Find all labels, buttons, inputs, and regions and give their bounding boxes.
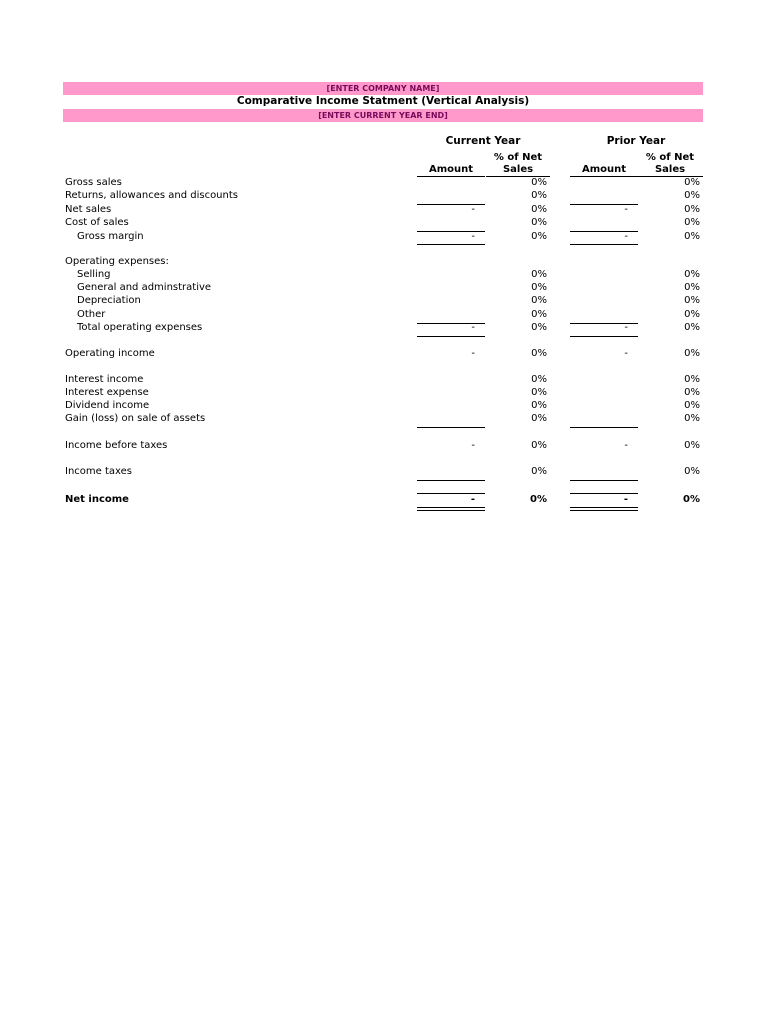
row-label: Cost of sales: [65, 217, 129, 228]
row-label: Selling: [77, 269, 111, 280]
total-rule: [570, 336, 638, 337]
subtotal-rule: [570, 204, 638, 205]
prior-pct-cell[interactable]: 0%: [684, 231, 700, 242]
row-label: Operating expenses:: [65, 256, 169, 267]
subtotal-rule: [570, 231, 638, 232]
statement-row: [0, 439, 768, 452]
prior-pct-cell[interactable]: 0%: [684, 374, 700, 385]
prior-year-header: Prior Year: [606, 135, 666, 147]
current-pct-cell[interactable]: 0%: [531, 440, 547, 451]
company-name-banner[interactable]: [ENTER COMPANY NAME]: [63, 82, 703, 95]
prior-amount-cell[interactable]: -: [624, 440, 628, 451]
prior-pct-cell[interactable]: 0%: [684, 322, 700, 333]
statement-row: [0, 216, 768, 229]
row-label: Other: [77, 309, 106, 320]
current-amount-cell[interactable]: -: [470, 494, 475, 505]
subtotal-rule: [417, 231, 485, 232]
current-pct-cell[interactable]: 0%: [530, 494, 547, 505]
total-rule: [417, 244, 485, 245]
current-amount-cell[interactable]: -: [471, 322, 475, 333]
row-label: Gross sales: [65, 177, 122, 188]
prior-pct-cell[interactable]: 0%: [684, 440, 700, 451]
row-label: Returns, allowances and discounts: [65, 190, 238, 201]
subtotal-rule: [417, 493, 485, 494]
row-label: Gain (loss) on sale of assets: [65, 413, 206, 424]
current-pct-cell[interactable]: 0%: [531, 177, 547, 188]
statement-row: [0, 347, 768, 360]
statement-row: [0, 493, 768, 506]
prior-pct-header-line1: % of Net: [645, 152, 695, 163]
prior-pct-cell[interactable]: 0%: [684, 348, 700, 359]
subtotal-rule: [570, 427, 638, 428]
subtotal-rule: [417, 480, 485, 481]
current-pct-header-line2: Sales: [502, 164, 534, 175]
prior-pct-cell[interactable]: 0%: [684, 387, 700, 398]
prior-pct-cell[interactable]: 0%: [684, 177, 700, 188]
statement-row: [0, 203, 768, 216]
current-pct-cell[interactable]: 0%: [531, 348, 547, 359]
row-label: Operating income: [65, 348, 155, 359]
statement-row: [0, 176, 768, 189]
current-amount-cell[interactable]: -: [471, 348, 475, 359]
prior-pct-cell[interactable]: 0%: [684, 400, 700, 411]
current-pct-cell[interactable]: 0%: [531, 190, 547, 201]
current-amount-header: Amount: [428, 164, 474, 175]
period-banner[interactable]: [ENTER CURRENT YEAR END]: [63, 109, 703, 122]
statement-row: [0, 373, 768, 386]
statement-row: [0, 281, 768, 294]
row-label: Total operating expenses: [77, 322, 203, 333]
current-year-header: Current Year: [445, 135, 521, 147]
row-label: Income before taxes: [65, 440, 168, 451]
current-pct-cell[interactable]: 0%: [531, 217, 547, 228]
double-total-rule: [417, 507, 485, 511]
current-pct-cell[interactable]: 0%: [531, 309, 547, 320]
prior-pct-cell[interactable]: 0%: [683, 494, 700, 505]
current-pct-cell[interactable]: 0%: [531, 387, 547, 398]
prior-amount-cell[interactable]: -: [624, 204, 628, 215]
current-pct-cell[interactable]: 0%: [531, 322, 547, 333]
subtotal-rule: [417, 204, 485, 205]
statement-row: [0, 412, 768, 425]
prior-pct-cell[interactable]: 0%: [684, 466, 700, 477]
current-pct-cell[interactable]: 0%: [531, 231, 547, 242]
prior-amount-cell[interactable]: -: [623, 494, 628, 505]
row-label: Net income: [65, 494, 129, 505]
statement-row: [0, 268, 768, 281]
row-label: Dividend income: [65, 400, 150, 411]
prior-amount-cell[interactable]: -: [624, 322, 628, 333]
current-pct-cell[interactable]: 0%: [531, 413, 547, 424]
row-label: Depreciation: [77, 295, 141, 306]
subtotal-rule: [570, 480, 638, 481]
prior-pct-cell[interactable]: 0%: [684, 204, 700, 215]
current-amount-cell[interactable]: -: [471, 204, 475, 215]
prior-pct-cell[interactable]: 0%: [684, 190, 700, 201]
statement-title: Comparative Income Statment (Vertical Analysis): [236, 95, 530, 107]
prior-pct-cell[interactable]: 0%: [684, 282, 700, 293]
statement-row: [0, 189, 768, 202]
current-pct-cell[interactable]: 0%: [531, 282, 547, 293]
current-pct-cell[interactable]: 0%: [531, 269, 547, 280]
total-rule: [570, 244, 638, 245]
prior-amount-header: Amount: [581, 164, 627, 175]
row-label: Income taxes: [65, 466, 132, 477]
row-label: Gross margin: [77, 231, 144, 242]
statement-row: [0, 308, 768, 321]
subtotal-rule: [570, 323, 638, 324]
prior-pct-cell[interactable]: 0%: [684, 217, 700, 228]
subtotal-rule: [417, 323, 485, 324]
double-total-rule: [570, 507, 638, 511]
statement-row: [0, 230, 768, 243]
total-rule: [417, 336, 485, 337]
subtotal-rule: [417, 427, 485, 428]
statement-row: [0, 255, 768, 268]
current-amount-cell[interactable]: -: [471, 440, 475, 451]
prior-amount-cell[interactable]: -: [624, 348, 628, 359]
row-label: Net sales: [65, 204, 112, 215]
current-pct-cell[interactable]: 0%: [531, 374, 547, 385]
prior-pct-cell[interactable]: 0%: [684, 295, 700, 306]
current-pct-cell[interactable]: 0%: [531, 204, 547, 215]
statement-row: [0, 386, 768, 399]
statement-row: [0, 399, 768, 412]
statement-row: [0, 321, 768, 334]
row-label: Interest income: [65, 374, 144, 385]
current-pct-cell[interactable]: 0%: [531, 295, 547, 306]
statement-row: [0, 465, 768, 478]
row-label: Interest expense: [65, 387, 149, 398]
subtotal-rule: [570, 493, 638, 494]
statement-row: [0, 294, 768, 307]
current-pct-cell[interactable]: 0%: [531, 400, 547, 411]
prior-pct-cell[interactable]: 0%: [684, 269, 700, 280]
row-label: General and adminstrative: [77, 282, 212, 293]
prior-pct-cell[interactable]: 0%: [684, 413, 700, 424]
prior-pct-cell[interactable]: 0%: [684, 309, 700, 320]
current-amount-cell[interactable]: -: [471, 231, 475, 242]
prior-pct-header-line2: Sales: [654, 164, 686, 175]
prior-amount-cell[interactable]: -: [624, 231, 628, 242]
current-pct-cell[interactable]: 0%: [531, 466, 547, 477]
current-pct-header-line1: % of Net: [493, 152, 543, 163]
